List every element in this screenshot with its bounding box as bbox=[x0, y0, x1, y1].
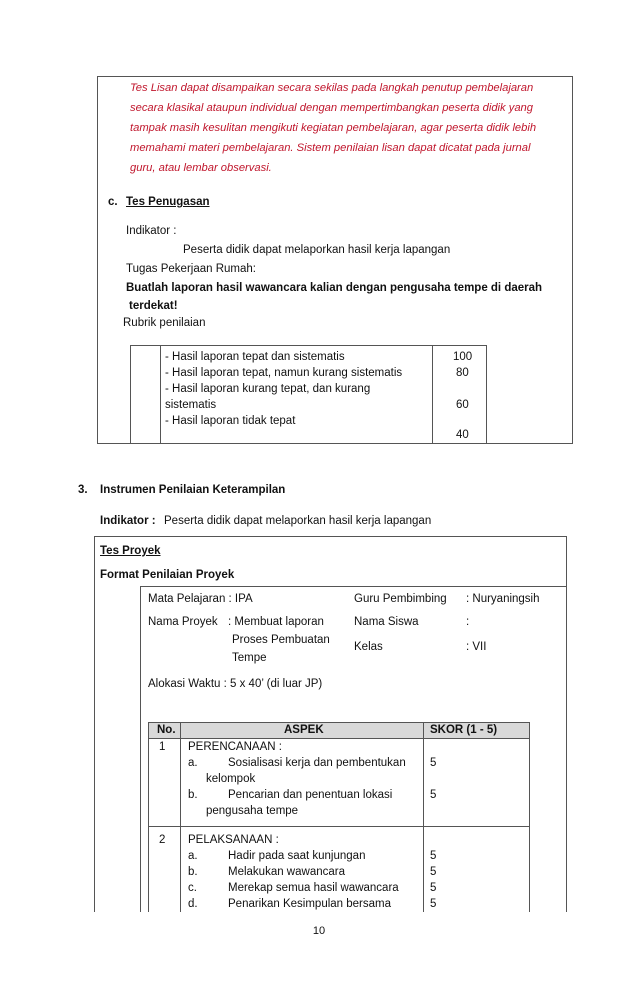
alokasi-waktu: Alokasi Waktu : 5 x 40’ (di luar JP) bbox=[148, 678, 323, 690]
row1-b-letter: b. bbox=[188, 789, 198, 801]
row2-d-letter: d. bbox=[188, 898, 198, 910]
rubrik-score-1: 100 bbox=[453, 351, 473, 363]
top-box-top-border bbox=[97, 76, 573, 77]
aspek-header-rule bbox=[148, 738, 530, 739]
row2-d-text: Penarikan Kesimpulan bersama bbox=[228, 898, 392, 910]
row1-a-text-2: kelompok bbox=[206, 773, 256, 785]
row2-title: PELAKSANAAN : bbox=[188, 834, 279, 846]
row2-d-score: 5 bbox=[430, 898, 437, 910]
row1-b-text-2: pengusaha tempe bbox=[206, 805, 299, 817]
row1-b-text: Pencarian dan penentuan lokasi bbox=[228, 789, 393, 801]
nama-proyek-value-1: : Membuat laporan bbox=[228, 616, 324, 628]
tugas-label: Tugas Pekerjaan Rumah: bbox=[126, 263, 256, 275]
guru-value: : Nuryaningsih bbox=[466, 593, 540, 605]
rubrik-score-3: 60 bbox=[456, 399, 469, 411]
kelas-label: Kelas bbox=[354, 641, 383, 653]
row1-a-score: 5 bbox=[430, 757, 437, 769]
lisan-line-1: Tes Lisan dapat disampaikan secara sekilas pada langkah penutup pembelajaran bbox=[130, 82, 534, 94]
lisan-line-3: tampak masih kesulitan mengikuti kegiatan pembelajaran, agar peserta didik lebih bbox=[130, 122, 537, 134]
rubrik-score-4: 40 bbox=[456, 429, 469, 441]
rubrik-item-1: - Hasil laporan tepat dan sistematis bbox=[165, 351, 345, 363]
guru-label: Guru Pembimbing bbox=[354, 593, 447, 605]
rubrik-divider-left bbox=[160, 345, 161, 444]
rubrik-item-4: - Hasil laporan tidak tepat bbox=[165, 415, 296, 427]
row2-no: 2 bbox=[159, 834, 166, 846]
section3-title: Instrumen Penilaian Keterampilan bbox=[100, 484, 286, 496]
row2-b-text: Melakukan wawancara bbox=[228, 866, 345, 878]
proyek-title: Tes Proyek bbox=[100, 545, 161, 557]
aspek-table bbox=[148, 722, 530, 912]
row1-b-score: 5 bbox=[430, 789, 437, 801]
lisan-line-5: guru, atau lembar observasi. bbox=[130, 162, 272, 174]
section3-indikator-text: Peserta didik dapat melaporkan hasil kerja lapangan bbox=[164, 515, 432, 527]
row1-a-letter: a. bbox=[188, 757, 198, 769]
aspek-col-rule-2 bbox=[423, 722, 424, 912]
nama-proyek-label: Nama Proyek bbox=[148, 616, 218, 628]
rubrik-label: Rubrik penilaian bbox=[123, 317, 206, 329]
header-no: No. bbox=[157, 724, 176, 736]
page-number: 10 bbox=[312, 925, 326, 937]
aspek-col-rule-1 bbox=[180, 722, 181, 912]
format-title: Format Penilaian Proyek bbox=[100, 569, 235, 581]
header-aspek: ASPEK bbox=[284, 724, 324, 736]
row1-title: PERENCANAAN : bbox=[188, 741, 282, 753]
rubrik-divider-right bbox=[432, 345, 433, 444]
tugas-line-1: Buatlah laporan hasil wawancara kalian dengan pengusaha tempe di daerah bbox=[126, 282, 543, 294]
row2-c-score: 5 bbox=[430, 882, 437, 894]
penugasan-letter: c. bbox=[108, 196, 118, 208]
siswa-value: : bbox=[466, 616, 470, 628]
row2-a-letter: a. bbox=[188, 850, 198, 862]
row1-no: 1 bbox=[159, 741, 166, 753]
kelas-value: : VII bbox=[466, 641, 487, 653]
section3-indikator-label: Indikator : bbox=[100, 515, 156, 527]
siswa-label: Nama Siswa bbox=[354, 616, 419, 628]
row2-c-letter: c. bbox=[188, 882, 197, 894]
row2-a-text: Hadir pada saat kunjungan bbox=[228, 850, 366, 862]
rubrik-score-2: 80 bbox=[456, 367, 469, 379]
rubrik-item-3: - Hasil laporan kurang tepat, dan kurang bbox=[165, 383, 371, 395]
penugasan-title: Tes Penugasan bbox=[126, 196, 210, 208]
penugasan-indikator-text: Peserta didik dapat melaporkan hasil kerja lapangan bbox=[183, 244, 451, 256]
tugas-line-2: terdekat! bbox=[129, 300, 178, 312]
nama-proyek-value-3: Tempe bbox=[232, 652, 267, 664]
header-skor: SKOR (1 - 5) bbox=[430, 724, 498, 736]
row2-a-score: 5 bbox=[430, 850, 437, 862]
lisan-line-2: secara klasikal ataupun individual dengan mempertimbangkan peserta didik yang bbox=[130, 102, 533, 114]
row1-a-text: Sosialisasi kerja dan pembentukan bbox=[228, 757, 406, 769]
penugasan-indikator-label: Indikator : bbox=[126, 225, 177, 237]
lisan-line-4: memahami materi pembelajaran. Sistem penilaian lisan dapat dicatat pada jurnal bbox=[130, 142, 531, 154]
aspek-row-rule bbox=[148, 826, 530, 827]
row2-b-letter: b. bbox=[188, 866, 198, 878]
row2-b-score: 5 bbox=[430, 866, 437, 878]
section3-number: 3. bbox=[78, 484, 88, 496]
nama-proyek-value-2: Proses Pembuatan bbox=[232, 634, 330, 646]
rubrik-item-2: - Hasil laporan tepat, namun kurang sistematis bbox=[165, 367, 403, 379]
mapel: Mata Pelajaran : IPA bbox=[148, 593, 253, 605]
rubrik-item-3b: sistematis bbox=[165, 399, 217, 411]
row2-c-text: Merekap semua hasil wawancara bbox=[228, 882, 399, 894]
